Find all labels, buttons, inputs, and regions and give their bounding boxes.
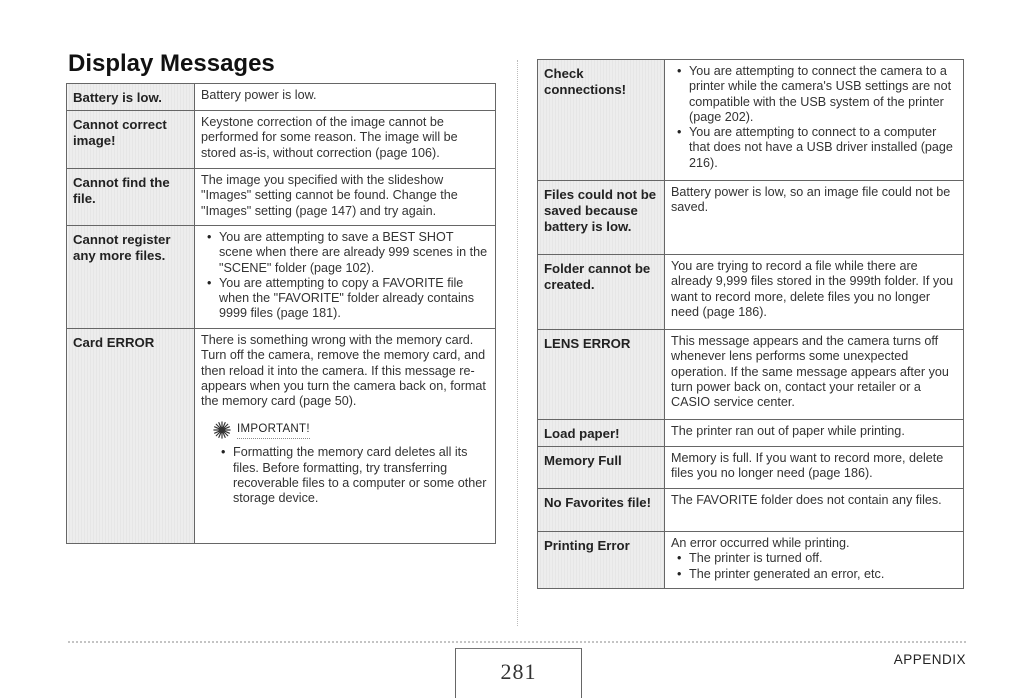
message-text: There is something wrong with the memory card. Turn off the camera, remove the memory card, and then reload it into the camera. If this message re-appears when you turn the camera back on, format the memory card (page 50). xyxy=(201,333,486,409)
section-label: APPENDIX xyxy=(893,652,966,667)
message-term: Card ERROR xyxy=(67,329,195,544)
message-term: Cannot correct image! xyxy=(67,111,195,169)
message-term: Folder cannot be created. xyxy=(538,255,665,330)
messages-table-right xyxy=(537,59,964,589)
message-description: Keystone correction of the image cannot be performed for some reason. The image will be stored as-is, without correction (page 106). xyxy=(195,111,496,169)
bullet-list xyxy=(671,64,957,171)
message-term: Printing Error xyxy=(538,532,665,589)
bullet-item: • You are attempting to save a BEST SHOT scene when there are already 999 scenes in the "SCENE" folder (page 102). xyxy=(219,230,489,276)
message-description: The printer ran out of paper while printing. xyxy=(665,420,964,447)
message-term: Memory Full xyxy=(538,447,665,489)
bullet-item: • You are attempting to connect the camera to a printer while the camera's USB settings are not compatible with the USB system of the printer (page 202). xyxy=(689,64,957,125)
message-term: Battery is low. xyxy=(67,84,195,111)
message-term: No Favorites file! xyxy=(538,489,665,532)
table-row xyxy=(538,532,964,589)
important-header xyxy=(213,421,489,439)
message-description: You are trying to record a file while there are already 9,999 files stored in the 999th folder. If you want to record more, delete files you no longer need (page 186). xyxy=(665,255,964,330)
table-row xyxy=(538,420,964,447)
table-row xyxy=(538,60,964,181)
message-description xyxy=(195,226,496,329)
important-burst-icon xyxy=(213,421,231,439)
table-row xyxy=(538,255,964,330)
message-term: LENS ERROR xyxy=(538,330,665,420)
message-description xyxy=(665,532,964,589)
bullet-list xyxy=(201,230,489,322)
important-note xyxy=(213,421,489,506)
bullet-item: • You are attempting to copy a FAVORITE file when the "FAVORITE" folder already contains 9999 files (page 181). xyxy=(219,276,489,322)
table-row xyxy=(67,111,496,169)
bullet-item: • The printer is turned off. xyxy=(689,551,957,566)
message-text: An error occurred while printing. xyxy=(671,536,850,550)
table-row xyxy=(67,226,496,329)
message-term: Files could not be saved because battery is low. xyxy=(538,181,665,255)
bullet-item: • You are attempting to connect to a computer that does not have a USB driver installed (page 216). xyxy=(689,125,957,171)
bullet-item: • The printer generated an error, etc. xyxy=(689,567,957,582)
page-number: 281 xyxy=(500,659,537,684)
page-number-box xyxy=(455,648,582,698)
table-row xyxy=(538,447,964,489)
message-term: Cannot find the file. xyxy=(67,169,195,226)
table-row xyxy=(538,181,964,255)
message-description: The FAVORITE folder does not contain any files. xyxy=(665,489,964,532)
message-description xyxy=(195,329,496,544)
column-divider xyxy=(517,60,518,626)
message-description: The image you specified with the slideshow "Images" setting cannot be found. Change the "Images" setting (page 147) and try again. xyxy=(195,169,496,226)
table-row xyxy=(538,330,964,420)
message-term: Check connections! xyxy=(538,60,665,181)
table-row xyxy=(538,489,964,532)
message-description: Memory is full. If you want to record more, delete files you no longer need (page 186). xyxy=(665,447,964,489)
footer-divider xyxy=(68,641,966,643)
message-term: Load paper! xyxy=(538,420,665,447)
message-description: This message appears and the camera turns off whenever lens performs some unexpected operation. If the same message appears after you turn power back on, contact your retailer or a CASIO service center. xyxy=(665,330,964,420)
table-row xyxy=(67,169,496,226)
bullet-item: • Formatting the memory card deletes all its files. Before formatting, try transferring recoverable files to a computer or some other storage device. xyxy=(233,445,489,506)
messages-table-left xyxy=(66,83,496,544)
message-description xyxy=(665,60,964,181)
page-title: Display Messages xyxy=(68,50,275,77)
important-label: IMPORTANT! xyxy=(237,422,310,439)
message-description: Battery power is low. xyxy=(195,84,496,111)
table-row xyxy=(67,84,496,111)
message-description: Battery power is low, so an image file could not be saved. xyxy=(665,181,964,255)
bullet-list xyxy=(671,551,957,582)
table-row xyxy=(67,329,496,544)
bullet-list xyxy=(213,445,489,506)
message-term: Cannot register any more files. xyxy=(67,226,195,329)
